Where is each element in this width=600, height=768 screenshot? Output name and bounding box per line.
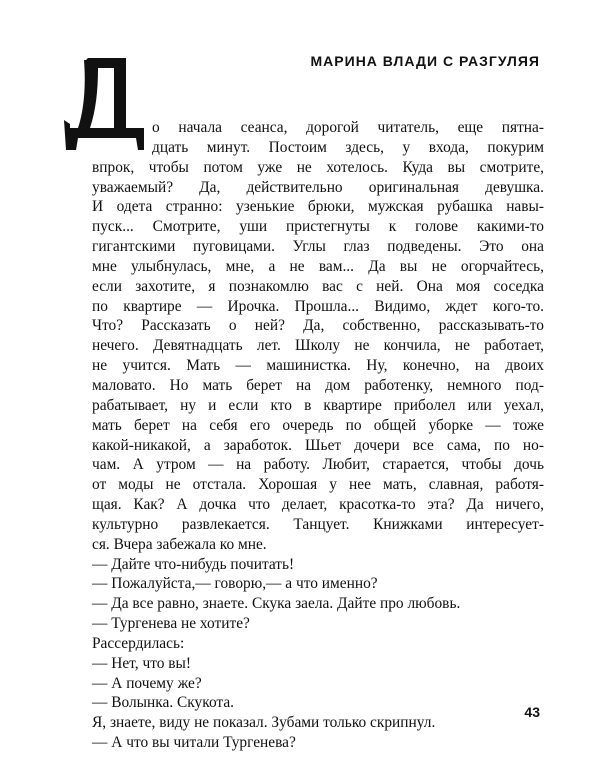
page-number: 43 — [524, 704, 540, 720]
body-line: гигантскими пуговицами. Углы глаз подведены. Это она — [92, 238, 544, 256]
body-line: от моды не отстала. Хорошая у нее мать, славная, работя- — [92, 476, 544, 494]
dialogue-line: — А почему же? — [92, 674, 202, 692]
body-line: по квартире — Ирочка. Прошла... Видимо, ждет кого-то. — [92, 297, 544, 315]
body-line: о начала сеанса, дорогой читатель, еще пятна- — [152, 119, 544, 136]
body-line: если захотите, я познакомлю вас с ней. Она моя соседка — [92, 277, 544, 295]
article-body — [92, 118, 544, 753]
body-line: мне улыбнулась, мне, а не вам... Да вы не огорчайтесь, — [92, 257, 544, 275]
body-line: мать берет на себя его очередь по общей уборке — тоже — [92, 416, 544, 434]
body-line: какой-никакой, а заработок. Шьет дочери все сама, по но- — [92, 436, 544, 454]
body-line: Что? Рассказать о ней? Да, собственно, рассказывать-то — [92, 317, 544, 335]
dialogue-line: — Нет, что вы! — [92, 654, 191, 672]
body-line: культурно развлекается. Танцует. Книжками интересует- — [92, 515, 544, 533]
dialogue-line: — Дайте что-нибудь почитать! — [92, 555, 295, 573]
narration-line: Я, знаете, виду не показал. Зубами только скрипнул. — [92, 714, 436, 732]
dialogue-line: — Волынка. Скукота. — [92, 694, 235, 712]
body-line: рабатывает, ну и если кто в квартире приболел или уехал, — [92, 396, 544, 414]
body-line: щая. Как? А дочка что делает, красотка-то эта? Да ничего, — [92, 496, 544, 514]
dialogue-line: — Пожалуйста,— говорю,— а что именно? — [92, 575, 378, 593]
narration-line: Рассердилась: — [92, 634, 185, 652]
dialogue-line: — А что вы читали Тургенева? — [92, 734, 296, 752]
body-line: уважаемый? Да, действительно оригинальная девушка. — [92, 178, 544, 196]
body-line: маловато. Но мать берет на дом работенку, немного под- — [92, 376, 544, 394]
body-line: ся. Вчера забежала ко мне. — [92, 535, 267, 553]
running-title: МАРИНА ВЛАДИ С РАЗГУЛЯЯ — [310, 53, 540, 69]
body-line: И одета странно: узенькие брюки, мужская рубашка навы- — [92, 198, 544, 216]
body-line: пуск... Смотрите, уши пристегнуты к голове какими-то — [92, 218, 544, 236]
body-line: дцать минут. Постоим здесь, у входа, покурим — [152, 138, 544, 156]
body-line: впрок, чтобы потом уже не хотелось. Куда вы смотрите, — [92, 158, 544, 176]
body-line: не учится. Мать — машинистка. Ну, конечно, на двоих — [92, 357, 544, 375]
dialogue-line: — Тургенева не хотите? — [92, 615, 250, 633]
body-line: нечего. Девятнадцать лет. Школу не кончила, не работает, — [92, 337, 544, 355]
body-line: чам. А утром — на работу. Любит, старается, чтобы дочь — [92, 456, 544, 474]
dialogue-line: — Да все равно, знаете. Скука заела. Дайте про любовь. — [92, 595, 461, 613]
